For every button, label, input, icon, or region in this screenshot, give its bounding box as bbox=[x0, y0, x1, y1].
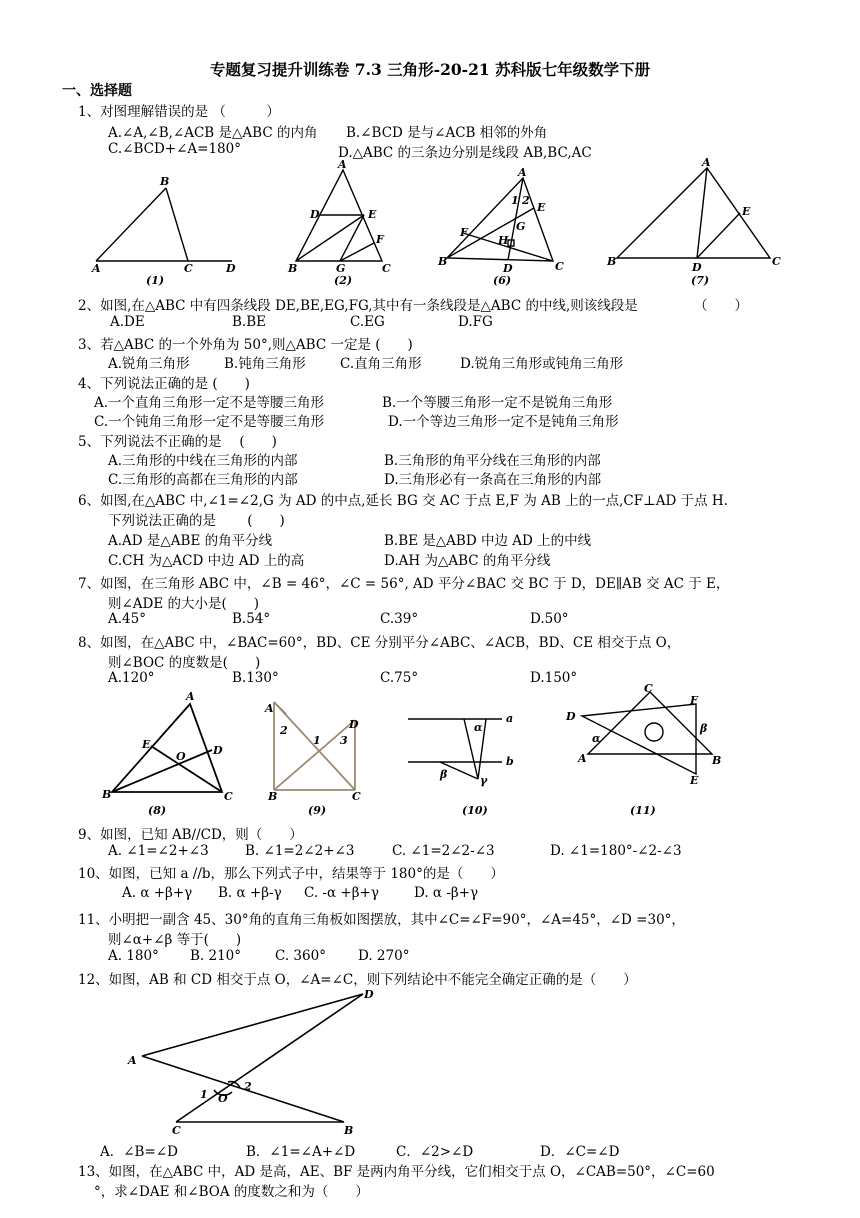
figure-7-caption: (7) bbox=[691, 274, 710, 287]
q10-option-b: B. α +β-γ bbox=[218, 885, 282, 901]
q6-option-b: B.BE 是△ABD 中边 AD 上的中线 bbox=[384, 533, 592, 549]
f9-label-2: 2 bbox=[280, 724, 288, 737]
q8-option-b: B.130° bbox=[232, 670, 279, 686]
q7-option-d: D.50° bbox=[530, 611, 569, 627]
q3-option-b: B.钝角三角形 bbox=[224, 356, 306, 372]
f11-label-alpha: α bbox=[592, 732, 601, 745]
q8-stem: 8、如图，在△ABC 中，∠BAC=60°，BD、CE 分别平分∠ABC、∠ACB，BD、CE 相交于点 O， bbox=[78, 635, 681, 651]
q8-option-a: A.120° bbox=[108, 670, 155, 686]
figure-1 bbox=[96, 188, 232, 261]
q11-option-c: C. 360° bbox=[275, 948, 326, 964]
figure-12 bbox=[0, 986, 860, 1136]
figure-row-2 bbox=[0, 684, 860, 820]
f9-label-a: A bbox=[265, 702, 274, 715]
f10-label-a: a bbox=[506, 712, 514, 725]
q1-option-b: B.∠BCD 是与∠ACB 相邻的外角 bbox=[346, 125, 548, 141]
f6-label-h: H bbox=[498, 234, 509, 247]
q10-option-c: C. -α +β+γ bbox=[304, 885, 379, 901]
f6-label-a: A bbox=[518, 166, 527, 179]
f6-label-g: G bbox=[516, 220, 526, 233]
f10-label-beta: β bbox=[440, 768, 448, 781]
q3-stem: 3、若△ABC 的一个外角为 50°,则△ABC 一定是 ( ) bbox=[78, 337, 413, 353]
f6-label-1: 1 bbox=[511, 194, 519, 207]
f2-label-f: F bbox=[376, 233, 384, 246]
f11-label-a: A bbox=[578, 752, 587, 765]
q3-option-a: A.锐角三角形 bbox=[108, 356, 190, 372]
section-heading: 一、选择题 bbox=[62, 83, 132, 99]
q1-option-a: A.∠A,∠B,∠ACB 是△ABC 的内角 bbox=[108, 125, 318, 141]
q7-stem: 7、如图，在三角形 ABC 中，∠B = 46°，∠C = 56°, AD 平分∠BAC 交 BC 于 D，DE∥AB 交 AC 于 E， bbox=[78, 576, 730, 592]
f9-label-d: D bbox=[349, 718, 359, 731]
figure-10 bbox=[408, 719, 502, 779]
figure-8 bbox=[112, 704, 222, 792]
q13-stem-2: °，求∠DAE 和∠BOA 的度数之和为（ ） bbox=[94, 1184, 369, 1200]
q10-option-d: D. α -β+γ bbox=[414, 885, 479, 901]
f7-label-d: D bbox=[692, 261, 702, 274]
f11-label-beta: β bbox=[700, 722, 708, 735]
f2-label-c: C bbox=[382, 262, 391, 275]
q5-option-b: B.三角形的角平分线在三角形的内部 bbox=[384, 453, 601, 469]
f9-label-b: B bbox=[268, 790, 278, 803]
f6-label-2: 2 bbox=[522, 194, 530, 207]
f8-label-d: D bbox=[213, 744, 223, 757]
q2-answer-paren: （ ） bbox=[694, 298, 748, 314]
f6-label-d: D bbox=[503, 262, 513, 275]
figure-6 bbox=[447, 178, 553, 261]
q5-option-d: D.三角形必有一条高在三角形的内部 bbox=[384, 472, 602, 488]
f12-label-d: D bbox=[364, 988, 374, 1001]
q6-stem-2: 下列说法正确的是 ( ) bbox=[108, 513, 285, 529]
q7-option-a: A.45° bbox=[108, 611, 146, 627]
q4-stem: 4、下列说法正确的是 ( ) bbox=[78, 376, 250, 392]
f6-label-c: C bbox=[555, 260, 564, 273]
q12-option-d: D．∠C=∠D bbox=[540, 1144, 620, 1160]
q12-option-a: A．∠B=∠D bbox=[100, 1144, 178, 1160]
f10-label-alpha: α bbox=[474, 721, 483, 734]
q1-option-d: D.△ABC 的三条边分别是线段 AB,BC,AC bbox=[338, 145, 592, 161]
f6-label-b: B bbox=[438, 255, 448, 268]
page-title: 专题复习提升训练卷 7.3 三角形-20-21 苏科版七年级数学下册 bbox=[209, 60, 651, 79]
f8-label-c: C bbox=[224, 790, 233, 803]
q1-option-c: C.∠BCD+∠A=180° bbox=[108, 141, 241, 157]
f8-label-e: E bbox=[142, 738, 151, 751]
f11-label-b: B bbox=[712, 754, 722, 767]
f12-label-c: C bbox=[172, 1124, 181, 1136]
q8-stem-2: 则∠BOC 的度数是( ) bbox=[108, 655, 261, 671]
q2-option-a: A.DE bbox=[110, 314, 145, 330]
figure-9-caption: (9) bbox=[308, 804, 327, 817]
q5-option-c: C.三角形的高都在三角形的内部 bbox=[108, 472, 298, 488]
f10-label-gamma: γ bbox=[480, 774, 488, 787]
f11-label-e: E bbox=[690, 774, 699, 787]
f11-label-f: F bbox=[690, 694, 698, 707]
q11-option-d: D. 270° bbox=[358, 948, 410, 964]
q4-option-c: C.一个钝角三角形一定不是等腰三角形 bbox=[94, 414, 325, 430]
figure-8-caption: (8) bbox=[148, 804, 167, 817]
f12-label-1: 1 bbox=[200, 1088, 208, 1101]
q7-option-b: B.54° bbox=[232, 611, 271, 627]
q12-option-c: C．∠2>∠D bbox=[396, 1144, 474, 1160]
figure-2-caption: (2) bbox=[334, 274, 353, 287]
f7-label-e: E bbox=[742, 205, 751, 218]
figure-6-caption: (6) bbox=[493, 274, 512, 287]
f1-label-a: A bbox=[92, 262, 101, 275]
figure-11-caption: (11) bbox=[630, 804, 656, 817]
f12-label-2: 2 bbox=[244, 1080, 252, 1093]
q2-option-b: B.BE bbox=[232, 314, 266, 330]
f1-label-b: B bbox=[160, 175, 170, 188]
q10-stem: 10、如图，已知 a //b，那么下列式子中，结果等于 180°的是（ ） bbox=[78, 866, 504, 882]
q1-stem: 1、对图理解错误的是 （ ） bbox=[78, 104, 280, 120]
q6-option-d: D.AH 为△ABC 的角平分线 bbox=[384, 553, 551, 569]
q9-option-b: B. ∠1=2∠2+∠3 bbox=[245, 843, 355, 859]
f9-label-3: 3 bbox=[340, 734, 348, 747]
q7-option-c: C.39° bbox=[380, 611, 419, 627]
q9-option-c: C. ∠1=2∠2-∠3 bbox=[392, 843, 495, 859]
q2-option-d: D.FG bbox=[458, 314, 493, 330]
q2-stem: 2、如图,在△ABC 中有四条线段 DE,BE,EG,FG,其中有一条线段是△ABC 的中线,则该线段是 bbox=[78, 298, 638, 314]
f1-label-c: C bbox=[184, 262, 193, 275]
f2-label-g: G bbox=[336, 262, 346, 275]
f9-label-c: C bbox=[352, 790, 361, 803]
f2-label-e: E bbox=[368, 208, 377, 221]
q3-option-c: C.直角三角形 bbox=[340, 356, 422, 372]
f2-label-a: A bbox=[338, 158, 347, 171]
q3-option-d: D.锐角三角形或钝角三角形 bbox=[460, 356, 624, 372]
q11-stem: 11、小明把一副含 45、30°角的直角三角板如图摆放，其中∠C=∠F=90°，∠A=45°，∠D =30°， bbox=[78, 912, 685, 928]
f6-label-e: E bbox=[537, 201, 546, 214]
f12-label-a: A bbox=[128, 1054, 137, 1067]
f12-label-o: O bbox=[218, 1092, 228, 1105]
q12-stem: 12、如图，AB 和 CD 相交于点 O，∠A=∠C，则下列结论中不能完全确定正确的是（ ） bbox=[78, 972, 637, 988]
q4-option-d: D.一个等边三角形一定不是钝角三角形 bbox=[388, 414, 619, 430]
figure-1-caption: (1) bbox=[146, 274, 165, 287]
f1-label-d: D bbox=[226, 262, 236, 275]
f6-label-f: F bbox=[460, 226, 468, 239]
f7-label-c: C bbox=[772, 255, 781, 268]
q11-option-b: B. 210° bbox=[190, 948, 242, 964]
f2-label-b: B bbox=[288, 262, 298, 275]
q9-stem: 9、如图，已知 AB//CD，则（ ） bbox=[78, 827, 303, 843]
figure-row-1 bbox=[0, 158, 860, 290]
figure-10-caption: (10) bbox=[462, 804, 488, 817]
f10-label-b: b bbox=[506, 755, 514, 768]
q8-option-d: D.150° bbox=[530, 670, 578, 686]
f8-label-o: O bbox=[176, 750, 186, 763]
q4-option-a: A.一个直角三角形一定不是等腰三角形 bbox=[94, 395, 325, 411]
q5-stem: 5、下列说法不正确的是 ( ) bbox=[78, 434, 277, 450]
q9-option-a: A. ∠1=∠2+∠3 bbox=[108, 843, 209, 859]
f7-label-a: A bbox=[702, 158, 711, 169]
f2-label-d: D bbox=[310, 208, 320, 221]
q8-option-c: C.75° bbox=[380, 670, 419, 686]
q12-option-b: B．∠1=∠A+∠D bbox=[246, 1144, 356, 1160]
f8-label-b: B bbox=[102, 788, 112, 801]
f9-label-1: 1 bbox=[313, 734, 321, 747]
q11-stem-2: 则∠α+∠β 等于( ) bbox=[108, 932, 242, 948]
q2-option-c: C.EG bbox=[350, 314, 385, 330]
f12-label-b: B bbox=[344, 1124, 354, 1136]
f8-label-a: A bbox=[186, 690, 195, 703]
q13-stem: 13、如图，在△ABC 中，AD 是高，AE、BF 是两内角平分线，它们相交于点 O，∠CAB=50°，∠C=60 bbox=[78, 1164, 715, 1180]
q6-option-c: C.CH 为△ACD 中边 AD 上的高 bbox=[108, 553, 305, 569]
q6-option-a: A.AD 是△ABE 的角平分线 bbox=[108, 533, 273, 549]
q7-stem-2: 则∠ADE 的大小是( ) bbox=[108, 596, 260, 612]
q5-option-a: A.三角形的中线在三角形的内部 bbox=[108, 453, 298, 469]
q9-option-d: D. ∠1=180°-∠2-∠3 bbox=[550, 843, 682, 859]
f11-label-c: C bbox=[644, 684, 653, 695]
f11-label-d: D bbox=[566, 710, 576, 723]
q10-option-a: A. α +β+γ bbox=[122, 885, 193, 901]
q4-option-b: B.一个等腰三角形一定不是锐角三角形 bbox=[382, 395, 613, 411]
f7-label-b: B bbox=[607, 255, 617, 268]
q6-stem: 6、如图,在△ABC 中,∠1=∠2,G 为 AD 的中点,延长 BG 交 AC 于点 E,F 为 AB 上的一点,CF⊥AD 于点 H. bbox=[78, 493, 728, 509]
q11-option-a: A. 180° bbox=[108, 948, 159, 964]
